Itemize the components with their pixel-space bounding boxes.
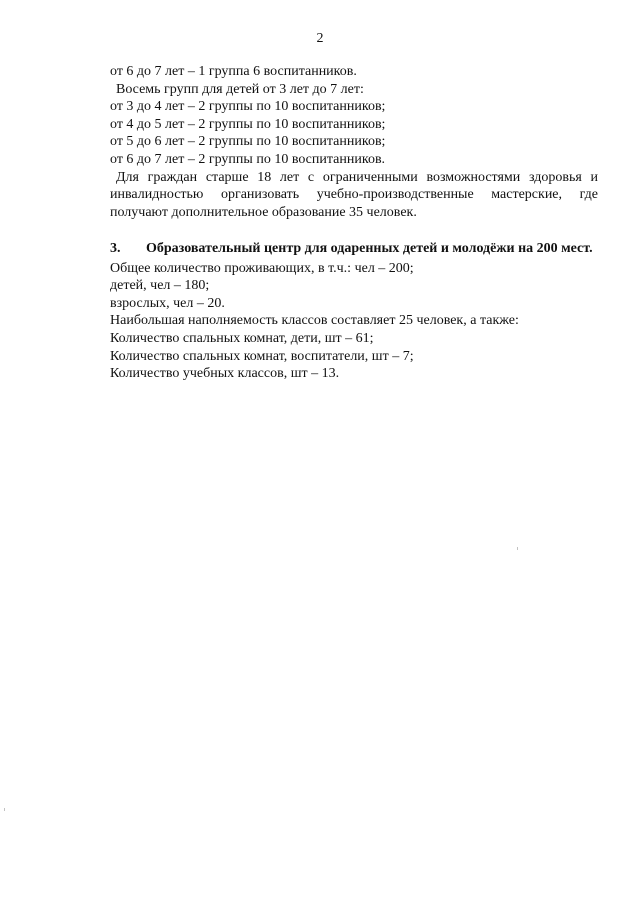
- section-3-line: Общее количество проживающих, в т.ч.: чел – 200;: [110, 260, 414, 276]
- scan-speck: [517, 547, 518, 550]
- section-3: [110, 240, 598, 383]
- section-3-line: взрослых, чел – 20.: [110, 295, 225, 311]
- section-3-line: Количество спальных комнат, воспитатели, шт – 7;: [110, 348, 414, 364]
- intro-line: от 4 до 5 лет – 2 группы по 10 воспитанников;: [110, 116, 386, 132]
- section-3-line: детей, чел – 180;: [110, 278, 210, 294]
- intro-line: от 5 до 6 лет – 2 группы по 10 воспитанников;: [110, 134, 386, 150]
- intro-line: от 6 до 7 лет – 1 группа 6 воспитанников.: [110, 64, 357, 79]
- section-3-line: Наибольшая наполняемость классов составляет 25 человек, а также:: [110, 313, 519, 329]
- scan-speck: [4, 808, 5, 811]
- intro-line: от 3 до 4 лет – 2 группы по 10 воспитанников;: [110, 99, 386, 115]
- section-3-heading: [110, 240, 598, 258]
- adult-workshops-paragraph: Для граждан старше 18 лет с ограниченными возможностями здоровья и инвалидностью организовать учебно-производственные мастерские, где получают дополнительное образование 35 человек.: [110, 169, 598, 220]
- page-number: 2: [316, 31, 324, 46]
- section-3-line: Количество спальных комнат, дети, шт – 61;: [110, 330, 374, 346]
- section-3-line: Количество учебных классов, шт – 13.: [110, 366, 340, 382]
- intro-line: Восемь групп для детей от 3 лет до 7 лет:: [116, 81, 364, 97]
- intro-line: от 6 до 7 лет – 2 группы по 10 воспитанников.: [110, 151, 386, 167]
- section-3-title: Образовательный центр для одаренных детей и молодёжи на 200 мест.: [146, 241, 593, 256]
- group-list-block: [110, 63, 598, 221]
- section-3-number: 3.: [110, 241, 121, 256]
